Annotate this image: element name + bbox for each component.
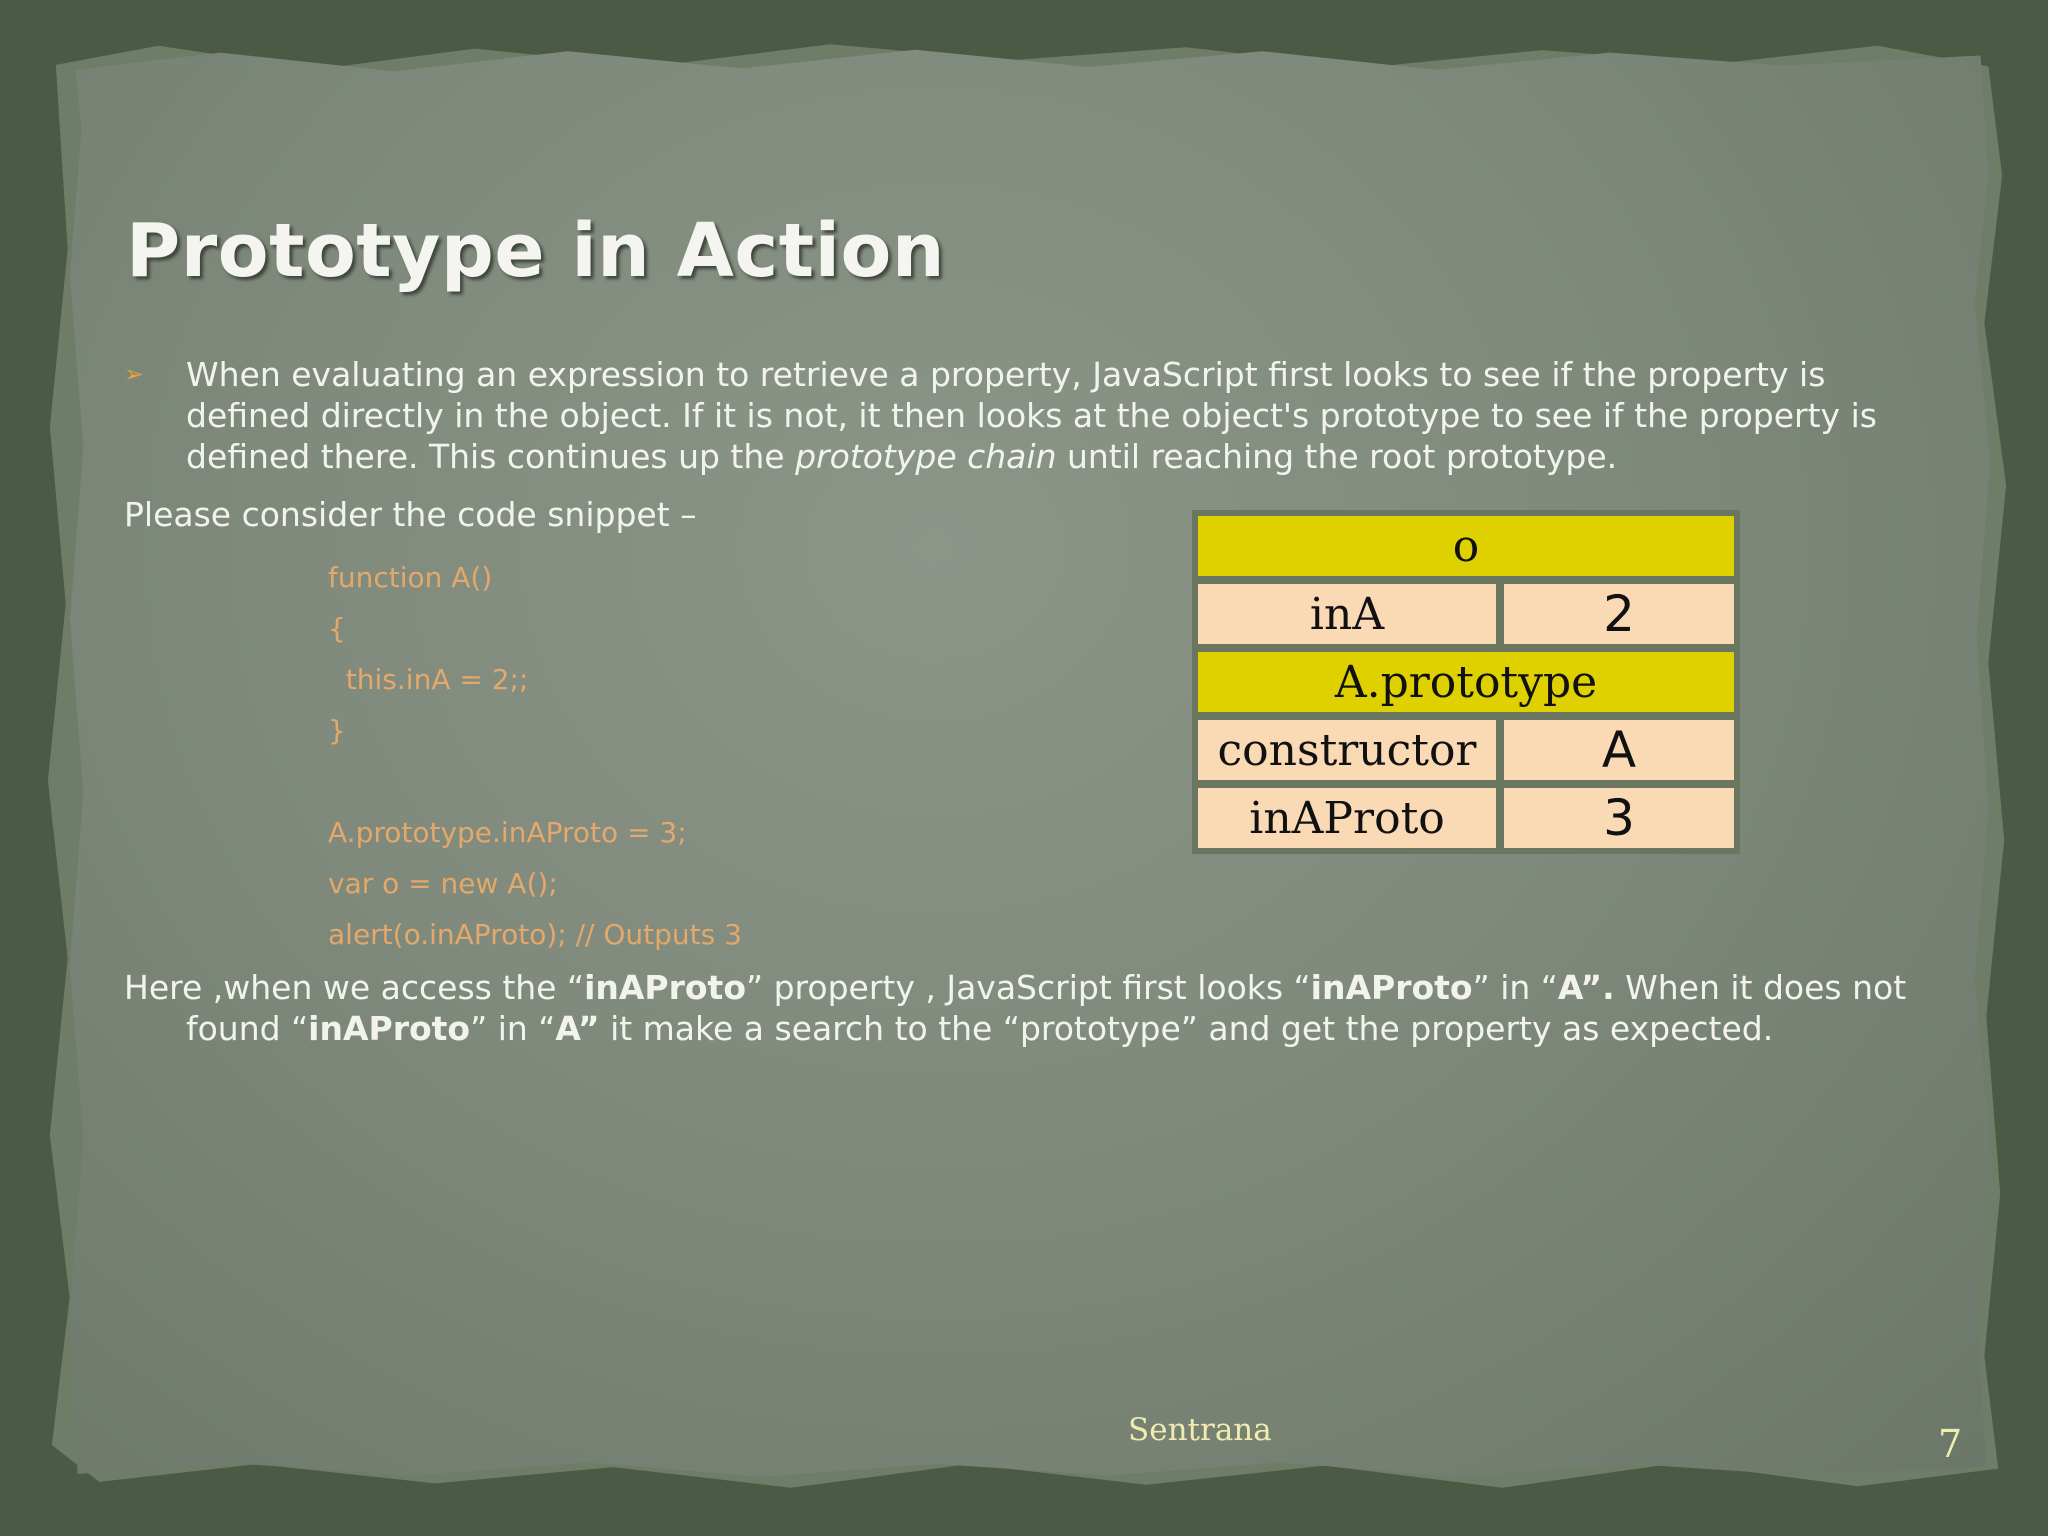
bullet-text-part1: When evaluating an expression to retrieve a property, JavaScript first looks to see if the property is defined directly in the object. If it is not, it then looks at the object's prototype to see if the property is defined there. This continues up the bbox=[186, 355, 1877, 476]
explanation-bold: A” bbox=[555, 1009, 600, 1048]
property-name: inA bbox=[1198, 584, 1496, 644]
code-snippet bbox=[328, 552, 742, 960]
explanation-text: ” property , JavaScript first looks “ bbox=[746, 968, 1311, 1007]
object-label: o bbox=[1198, 516, 1734, 576]
property-name: inAProto bbox=[1198, 788, 1496, 848]
consider-text: Please consider the code snippet – bbox=[124, 495, 697, 534]
explanation-bold: inAProto bbox=[584, 968, 747, 1007]
property-value: A bbox=[1504, 720, 1734, 780]
footer-text: Sentrana bbox=[1128, 1412, 1272, 1448]
own-property-row bbox=[1198, 584, 1734, 644]
slide-title: Prototype in Action bbox=[126, 208, 946, 294]
bullet-paragraph bbox=[124, 354, 1924, 477]
code-line: function A() bbox=[328, 561, 493, 594]
code-line: alert(o.inAProto); // Outputs 3 bbox=[328, 918, 742, 951]
property-value: 2 bbox=[1504, 584, 1734, 644]
object-diagram bbox=[1192, 510, 1740, 854]
code-line: } bbox=[328, 714, 346, 747]
property-name: constructor bbox=[1198, 720, 1496, 780]
prototype-property-row bbox=[1198, 720, 1734, 780]
prototype-header-row bbox=[1198, 652, 1734, 712]
code-line: { bbox=[328, 612, 346, 645]
bullet-text-part2: until reaching the root prototype. bbox=[1056, 437, 1618, 476]
explanation-paragraph bbox=[124, 967, 1944, 1049]
code-line: A.prototype.inAProto = 3; bbox=[328, 816, 687, 849]
property-value: 3 bbox=[1504, 788, 1734, 848]
explanation-bold: A”. bbox=[1557, 968, 1615, 1007]
arrow-bullet-icon: ➢ bbox=[124, 360, 145, 388]
bullet-emphasis: prototype chain bbox=[795, 437, 1057, 476]
explanation-text: ” in “ bbox=[470, 1009, 556, 1048]
page-number: 7 bbox=[1938, 1422, 1963, 1466]
explanation-text: When it does not found “ bbox=[186, 968, 1907, 1048]
prototype-label: A.prototype bbox=[1198, 652, 1734, 712]
explanation-bold: inAProto bbox=[1310, 968, 1473, 1007]
explanation-text: ” in “ bbox=[1472, 968, 1558, 1007]
code-line bbox=[328, 756, 742, 807]
object-header-row bbox=[1198, 516, 1734, 576]
code-line: var o = new A(); bbox=[328, 867, 558, 900]
prototype-property-row bbox=[1198, 788, 1734, 848]
explanation-text: Here ,when we access the “ bbox=[124, 968, 585, 1007]
code-line: this.inA = 2;; bbox=[328, 663, 529, 696]
explanation-bold: inAProto bbox=[308, 1009, 471, 1048]
explanation-text: it make a search to the “prototype” and get the property as expected. bbox=[599, 1009, 1774, 1048]
